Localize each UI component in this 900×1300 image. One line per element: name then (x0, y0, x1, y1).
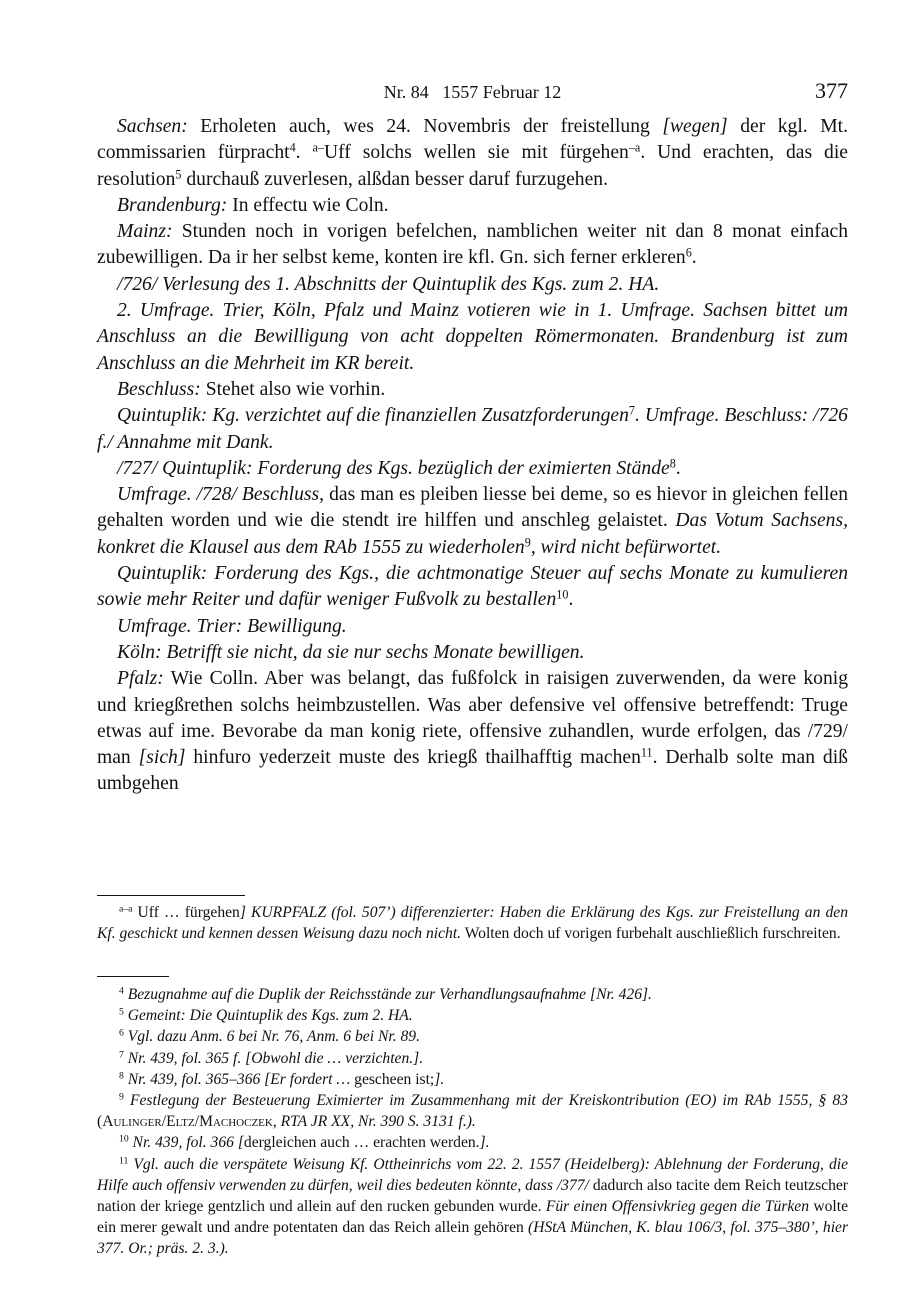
note-marker: 4 (119, 985, 124, 997)
text-run: Bezugnahme auf die Duplik der Reichsstände zur Verhandlungsaufnahme [Nr. 426]. (123, 986, 652, 1003)
note-marker: 11 (119, 1155, 129, 1167)
note-marker: 7 (628, 403, 635, 418)
text-run: . (691, 247, 697, 269)
text-run: Vgl. dazu Anm. 6 bei Nr. 76, Anm. 6 bei Nr. 89. (123, 1028, 420, 1046)
paragraph (97, 219, 848, 272)
note-marker: 10 (119, 1134, 129, 1146)
footnotes (97, 984, 848, 1260)
paragraph (97, 298, 848, 377)
text-run: Nr. 439, fol. 365–366 [Er fordert … (123, 1070, 351, 1088)
footnote (97, 1090, 848, 1132)
note-marker: 10 (556, 587, 569, 602)
text-run: Umfrage. Trier: Bewilligung. (117, 615, 347, 637)
text-run: gescheen ist; (350, 1070, 435, 1088)
text-run: ]. (434, 1070, 445, 1088)
text-run: durchauß zuverlesen, alßdan besser daruf furzugehen. (181, 168, 608, 190)
footnote (97, 1026, 848, 1047)
text-run: [sich] (138, 747, 186, 769)
text-run: dadurch also tacite dem Reich teutzscher nation der kriege gentzlich und allein auf den rucken gebunden wurde. (97, 1176, 848, 1216)
text-run: der kgl. Mt. commissarien fürpracht (97, 116, 848, 164)
text-run: /726/ Verlesung des 1. Abschnitts der Quintuplik des Kgs. zum 2. HA. (117, 273, 660, 295)
note-marker: –a (628, 140, 641, 155)
note-marker: 5 (175, 166, 182, 181)
running-header (97, 78, 848, 106)
paragraph (97, 640, 848, 666)
text-run: , wird nicht befürwortet. (530, 536, 722, 558)
paragraph (97, 666, 848, 797)
textual-notes (97, 902, 848, 944)
text-run: . Und erachten, das die resolution (97, 142, 848, 190)
text-run: (HStA München, K. blau 106/3, fol. 375–380’, hier 377. Or.; präs. 2. 3.). (97, 1219, 849, 1258)
text-run: ( (97, 1113, 103, 1131)
text-run: [wegen] (662, 116, 728, 137)
paragraph (97, 403, 848, 456)
note-marker: 6 (119, 1028, 124, 1040)
text-run: Uff … fürgehen (132, 904, 240, 921)
paragraph (97, 561, 848, 614)
text-run: Vgl. auch die verspätete Weisung Kf. Ottheinrichs vom 22. 2. 1557 (Heidelberg): Ablehnung der Forderung, die Hilfe auch offensiv verwenden zu dürfen, weil dies bedeuten könnte, dass /377/ (97, 1155, 848, 1194)
note-marker: 8 (669, 456, 676, 471)
paragraph (97, 482, 848, 561)
footnote (97, 1069, 848, 1090)
text-run: Beschluss: (117, 378, 201, 400)
text-run: Umfrage. /728/ Beschluss, (117, 484, 325, 506)
paragraph (97, 272, 848, 298)
note-marker: 9 (524, 535, 531, 550)
text-run: In effectu wie Coln. (227, 194, 389, 216)
footnote (97, 1005, 848, 1026)
paragraph (97, 456, 848, 482)
footnote (97, 984, 848, 1005)
text-run: Sachsen: (117, 116, 188, 137)
note-marker: 8 (119, 1070, 124, 1082)
text-run: Festlegung der Besteuerung Eximierter im Zusammenhang mit der Kreiskontribution (EO) im RAb 1555, § 83 (123, 1092, 848, 1110)
note-marker: 4 (289, 140, 296, 155)
text-run: Aulinger/Eltz/Machoczek (102, 1113, 273, 1131)
text-run: Gemeint: Die Quintuplik des Kgs. zum 2. HA. (123, 1007, 413, 1025)
text-run: Wie Colln. Aber was belangt, das fußfolck in raisigen zuverwenden, da were konig und kriegßrethen solchs heimbzustellen. Was aber defensive vel offensive betreffendt: Truge etwas auf ime. Bevorabe da man konig riete, offensive zuhandlen, wurde erfolgen, das /729/ man (97, 668, 848, 769)
page-number: 377 (815, 78, 848, 103)
text-run: . (568, 589, 574, 611)
textual-note (97, 902, 848, 944)
text-run: hinfuro yederzeit muste des kriegß thailhafftig machen (185, 747, 641, 769)
note-marker: 7 (119, 1049, 124, 1061)
note-marker: 5 (119, 1006, 124, 1018)
text-run: Für einen Offensivkrieg gegen die Türken (545, 1198, 810, 1216)
text-run: . Derhalb solte man diß umbgehen (97, 747, 848, 795)
paragraph (97, 614, 848, 640)
text-run: Erholeten auch, wes 24. Novembris der freistellung (187, 116, 663, 137)
paragraph (97, 377, 848, 403)
text-run: Mainz: (117, 221, 173, 243)
footnote (97, 1154, 848, 1260)
text-run: Brandenburg: (117, 194, 228, 216)
textual-notes-divider (97, 895, 245, 896)
text-run: 2. Umfrage. Trier, Köln, Pfalz und Mainz votieren wie in 1. Umfrage. Sachsen bittet um Anschluss an die Bewilligung von acht doppelten Römermonaten. Brandenburg ist zum Anschluss an die Mehrheit im KR bereit. (97, 300, 848, 374)
note-marker: 6 (685, 245, 692, 260)
footnote (97, 1132, 848, 1153)
text-run: /727/ Quintuplik: Forderung des Kgs. bezüglich der eximierten Stände (117, 457, 670, 479)
running-title: Nr. 84 1557 Februar 12 (383, 82, 562, 102)
text-run: das man es pleiben liesse bei deme, so es hievor in gleichen fellen gehalten worden und wie die stendt ire hilffen und anschleg gelaistet. (97, 484, 848, 532)
text-run: Stunden noch in vorigen befelchen, namblichen weiter nit dan 8 monat einfach zubewilligen. Da ir her selbst keme, konten ire kfl. Gn. sich ferner erkleren (97, 221, 848, 269)
text-run: Wolten doch uf vorigen furbehalt auschließlich furschreiten. (461, 925, 841, 942)
note-marker: a– (312, 140, 324, 155)
paragraph (97, 114, 848, 193)
text-run: Uff solchs wellen sie mit fürgehen (323, 142, 629, 164)
text-run: . (295, 142, 313, 164)
text-run: , (272, 1113, 281, 1131)
text-run: Nr. 439, fol. 365 f. [Obwohl die … verzichten.]. (123, 1049, 424, 1067)
text-run: Köln: Betrifft sie nicht, da sie nur sechs Monate bewilligen. (117, 641, 585, 663)
footnotes-divider (97, 976, 169, 977)
text-run: ] KURPFALZ (fol. 507’) differenzierter: Haben die Erklärung des Kgs. zur Freistellung an den Kf. geschickt und kennen dessen Weisung dazu noch nicht. (97, 904, 848, 942)
paragraph (97, 193, 848, 219)
text-run: dergleichen auch … erachten werden. (243, 1134, 480, 1152)
text-run: ]. (479, 1134, 490, 1152)
text-run: Quintuplik: Forderung des Kgs., die achtmonatige Steuer auf sechs Monate zu kumulieren sowie mehr Reiter und dafür weniger Fußvolk zu bestallen (97, 563, 848, 611)
note-marker: a–a (119, 903, 133, 915)
text-run: . Umfrage. Beschluss: /726 f./ Annahme mit Dank. (97, 405, 848, 453)
text-run: Quintuplik: Kg. verzichtet auf die finanziellen Zusatzforderungen (117, 405, 629, 427)
footnote (97, 1048, 848, 1069)
note-marker: 11 (640, 745, 653, 760)
note-marker: 9 (119, 1091, 124, 1103)
text-run: RTA JR XX, Nr. 390 S. 3131 f.). (280, 1113, 476, 1131)
text-run: Nr. 439, fol. 366 [ (128, 1134, 244, 1152)
text-run: Stehet also wie vorhin. (200, 378, 386, 400)
text-run: Pfalz: (117, 668, 164, 690)
main-text (97, 114, 848, 798)
text-run: wolte ein merer gewalt und andre potentaten dan das Reich allein gehören (97, 1198, 848, 1237)
text-run: Das Votum Sachsens, konkret die Klausel aus dem RAb 1555 zu wiederholen (97, 510, 848, 558)
text-run: . (675, 457, 681, 479)
